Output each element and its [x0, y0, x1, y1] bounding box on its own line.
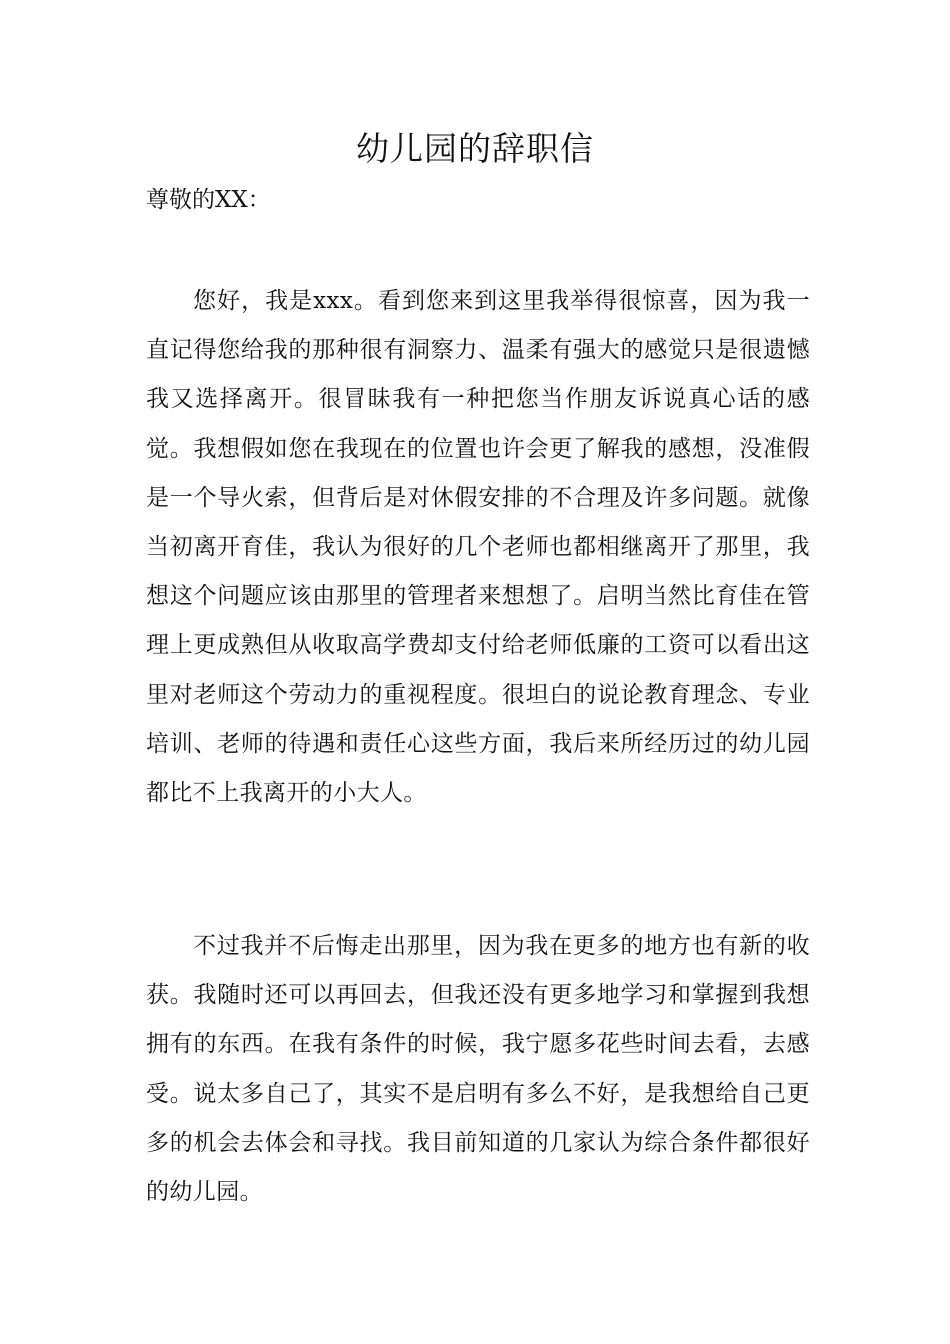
document-title: 幼儿园的辞职信 [356, 129, 594, 168]
body-paragraph-1: 您好，我是xxx。看到您来到这里我举得很惊喜，因为我一直记得您给我的那种很有洞察力、温柔有强大的感觉只是很遗憾我又选择离开。很冒昧我有一种把您当作朋友诉说真心话的感觉。我想假如您在我现在的位置也许会更了解我的感想，没准假是一个导火索，但背后是对休假安排的不合理及许多问题。就像当初离开育佳，我认为很好的几个老师也都相继离开了那里，我想这个问题应该由那里的管理者来想想了。启明当然比育佳在管理上更成熟但从收取高学费却支付给老师低廉的工资可以看出这里对老师这个劳动力的重视程度。很坦白的说论教育理念、专业培训、老师的待遇和责任心这些方面，我后来所经历过的幼儿园都比不上我离开的小大人。 [146, 288, 810, 807]
salutation: 尊敬的XX： [146, 187, 271, 213]
body-paragraph-2: 不过我并不后悔走出那里，因为我在更多的地方也有新的收获。我随时还可以再回去，但我还没有更多地学习和掌握到我想拥有的东西。在我有条件的时候，我宁愿多花些时间去看，去感受。说太多自己了，其实不是启明有多么不好，是我想给自己更多的机会去体会和寻找。我目前知道的几家认为综合条件都很好的幼儿园。 [146, 933, 810, 1206]
